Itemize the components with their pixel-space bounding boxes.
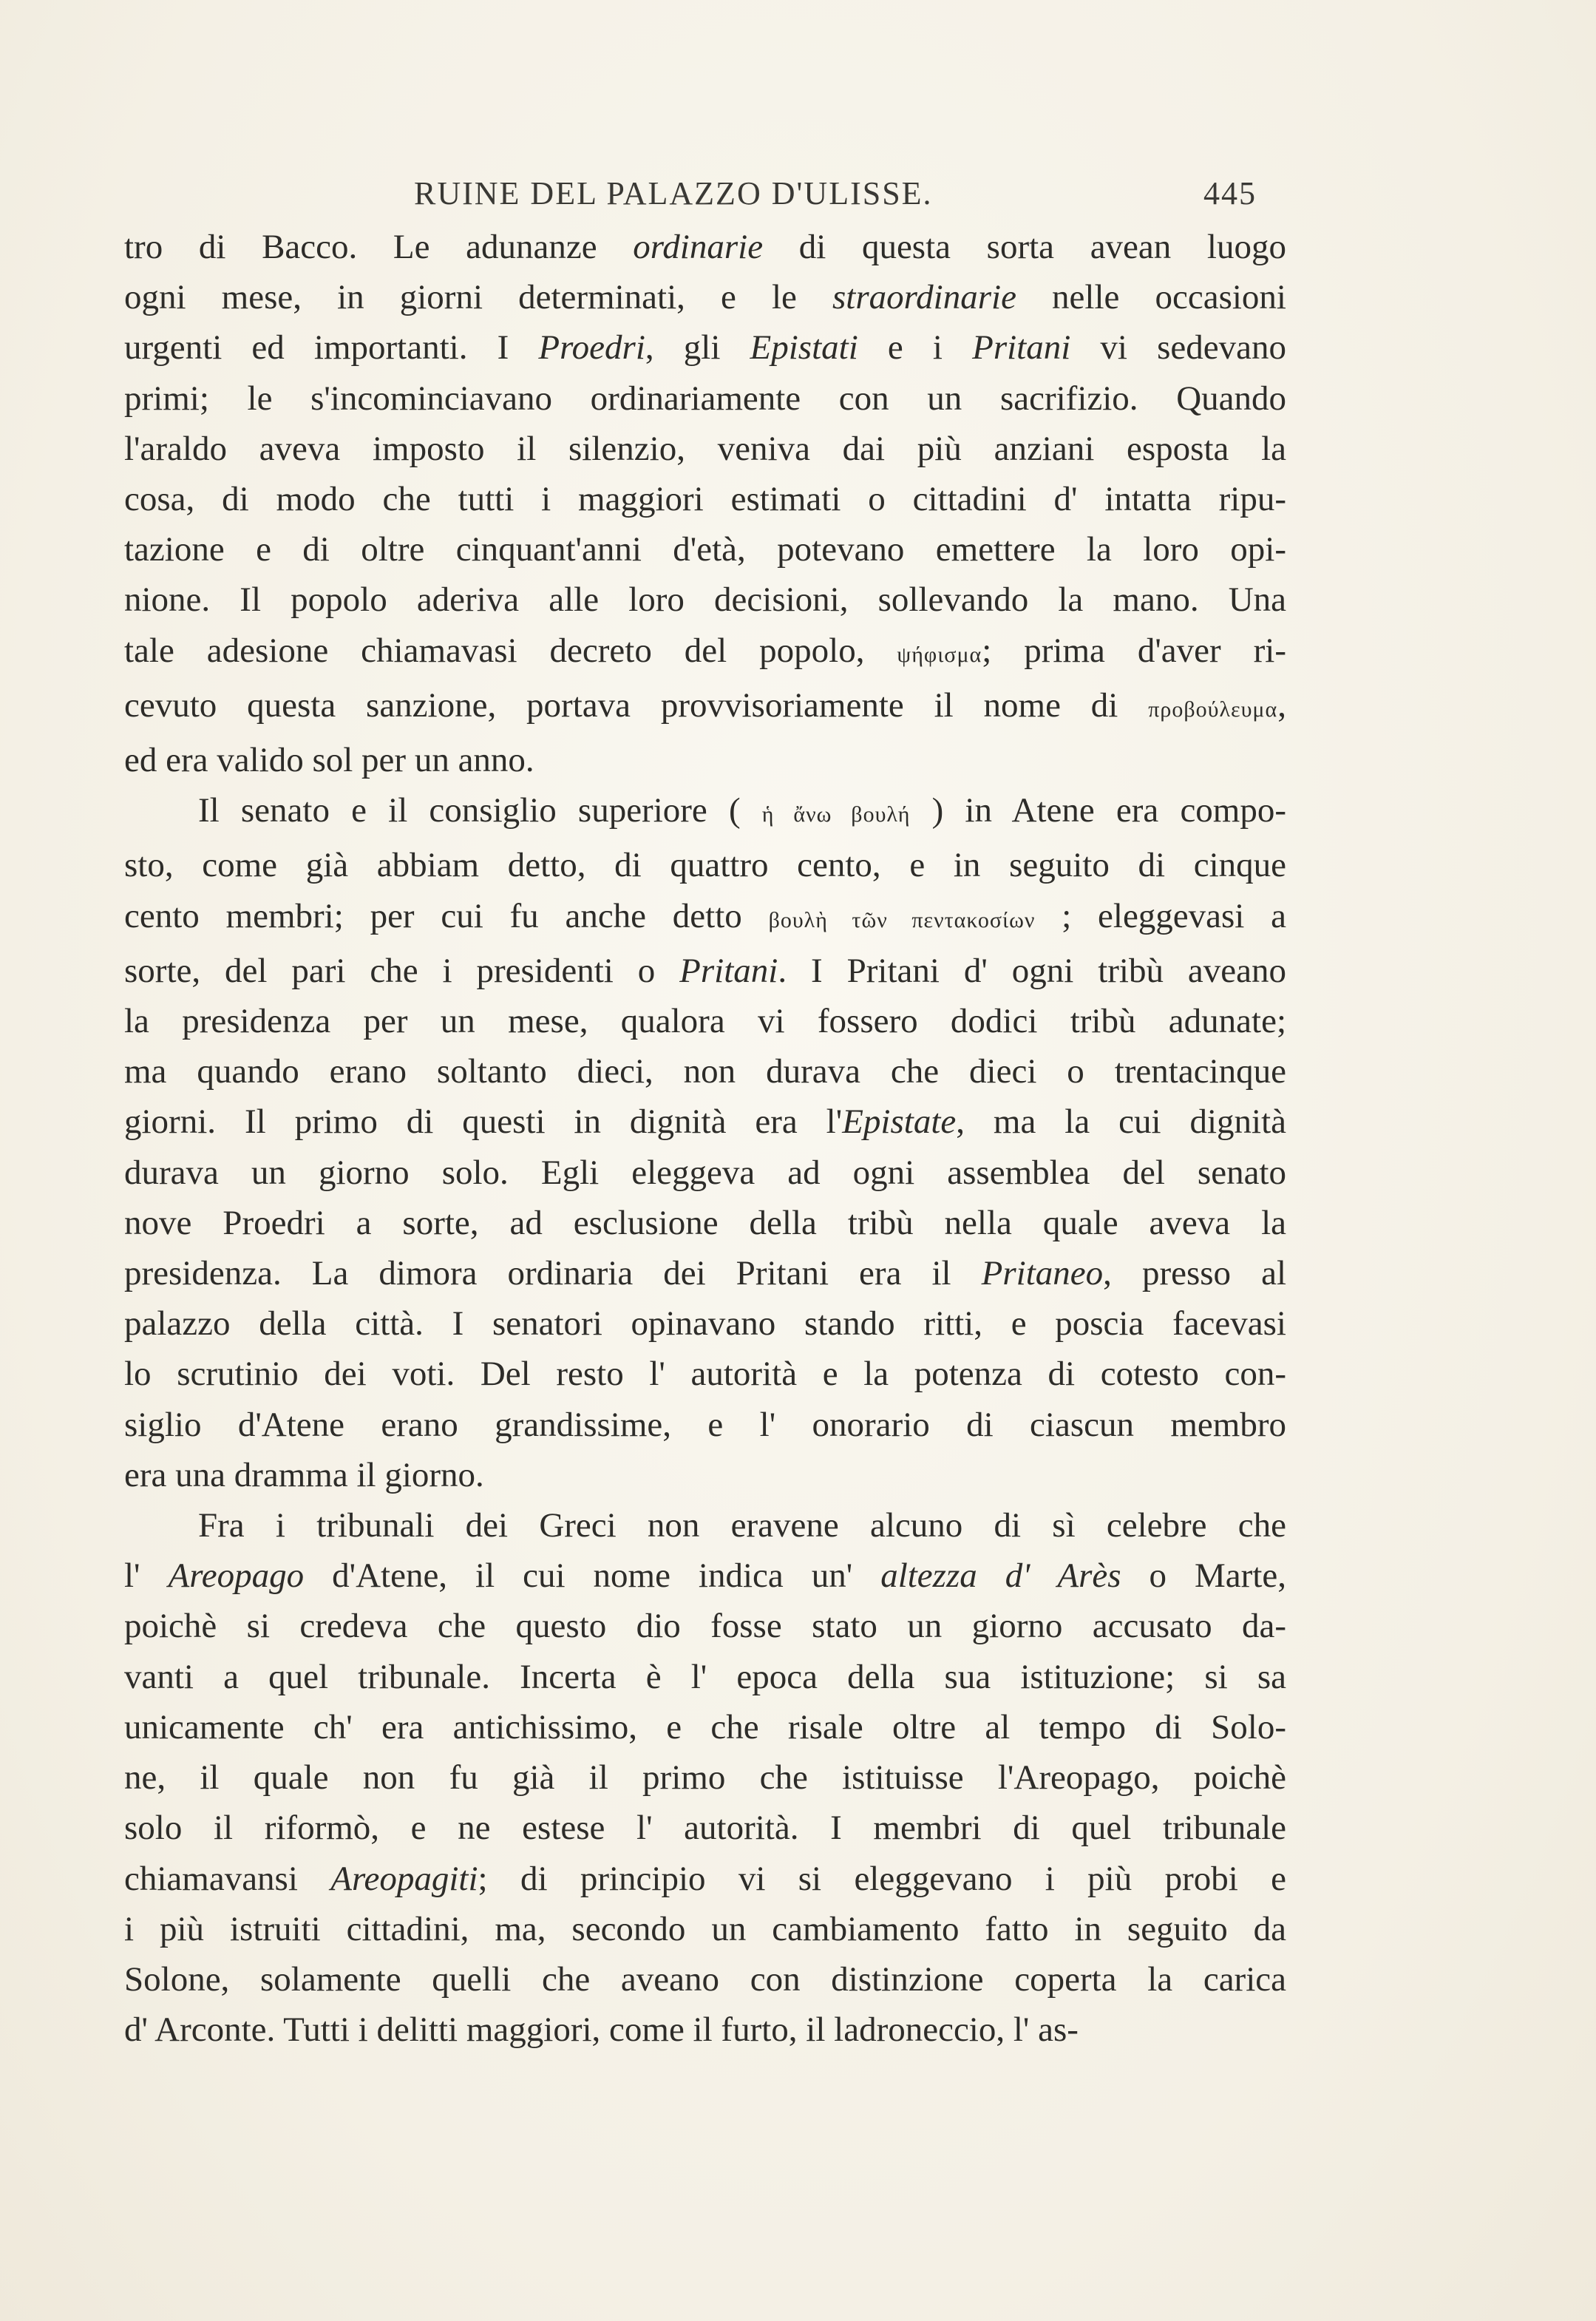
paragraph [124, 222, 1286, 785]
text-run: era una dramma il giorno. [124, 1455, 484, 1494]
text-line [124, 1904, 1286, 1954]
text-run: solo il riformò, e ne estese l' autorità. I membri di quel tribunale [124, 1809, 1286, 1848]
italic-term: Epistate [842, 1102, 957, 1142]
text-run: cento membri; per cui fu anche detto [124, 896, 769, 935]
text-line [124, 575, 1286, 625]
greek-term: βουλὴ τῶν πεντακοσίων [768, 907, 1036, 932]
text-run: e i [858, 328, 973, 367]
text-line [124, 626, 1286, 680]
paragraph [124, 785, 1286, 1500]
text-line [124, 1450, 1286, 1500]
text-line [124, 373, 1286, 424]
text-run: Fra i tribunali dei Greci non eravene alcuno di sì celebre che [198, 1506, 1286, 1545]
italic-term: Epistati [750, 328, 858, 367]
text-run: d'Atene, il cui nome indica un' [304, 1556, 881, 1596]
text-line [124, 1954, 1286, 2005]
text-run: giorni. Il primo di questi in dignità era l' [124, 1102, 843, 1142]
text-run: vanti a quel tribunale. Incerta è l' epoca della sua istituzione; si sa [124, 1657, 1286, 1696]
text-run: ogni mese, in giorni determinati, e le [124, 278, 832, 317]
text-line [124, 1248, 1286, 1298]
text-run: ed era valido sol per un anno. [124, 741, 534, 780]
text-line [124, 1752, 1286, 1803]
text-line [124, 1803, 1286, 1853]
text-run: ne, il quale non fu già il primo che istituisse l'Areopago, poichè [124, 1758, 1286, 1797]
text-line [124, 1551, 1286, 1601]
text-run: o Marte, [1121, 1556, 1286, 1596]
text-run: palazzo della città. I senatori opinavano stando ritti, e poscia facevasi [124, 1304, 1286, 1344]
text-run: ; di principio vi si eleggevano i più probi e [478, 1859, 1286, 1898]
text-line [124, 474, 1286, 524]
text-run: ; prima d'aver ri- [982, 631, 1286, 670]
text-line [124, 996, 1286, 1046]
text-line [124, 891, 1286, 946]
text-run: i più istruiti cittadini, ma, secondo un cambiamento fatto in seguito da [124, 1909, 1286, 1948]
greek-term: ἡ ἄνω βουλή [761, 802, 911, 827]
text-line [124, 1198, 1286, 1248]
text-run: poichè si credeva che questo dio fosse stato un giorno accusato da- [124, 1607, 1286, 1646]
text-run: siglio d'Atene erano grandissime, e l' onorario di ciascun membro [124, 1405, 1286, 1444]
text-line [124, 1854, 1286, 1904]
text-line [124, 946, 1286, 996]
text-line [124, 1400, 1286, 1450]
text-line [124, 785, 1286, 840]
text-line [124, 424, 1286, 474]
text-run: unicamente ch' era antichissimo, e che risale oltre al tempo di Solo- [124, 1707, 1286, 1746]
page-number: 445 [1203, 175, 1257, 211]
text-line [124, 272, 1286, 322]
text-line [124, 1349, 1286, 1399]
text-run: primi; le s'incominciavano ordinariamente con un sacrifizio. Quando [124, 379, 1286, 418]
text-run: , presso al [1103, 1254, 1286, 1293]
text-run: sto, come già abbiam detto, di quattro cento, e in seguito di cinque [124, 846, 1286, 885]
text-run: . I Pritani d' ogni tribù aveano [778, 951, 1286, 990]
italic-term: Pritani [972, 328, 1071, 367]
text-run: l'araldo aveva imposto il silenzio, veniva dai più anziani esposta la [124, 429, 1286, 468]
italic-term: Pritaneo [981, 1254, 1104, 1293]
greek-term: ψήφισμα [897, 642, 982, 667]
text-run: Il senato e il consiglio superiore ( [198, 791, 762, 830]
text-run: ) in Atene era compo- [910, 791, 1287, 830]
text-line [124, 1046, 1286, 1097]
text-run: , [1277, 685, 1286, 725]
text-line [124, 1097, 1286, 1147]
running-header [414, 175, 1257, 219]
text-line [124, 1652, 1286, 1702]
text-run: lo scrutinio dei voti. Del resto l' autorità e la potenza di cotesto con- [124, 1355, 1286, 1394]
running-title: RUINE DEL PALAZZO D'ULISSE. [414, 175, 933, 211]
italic-term: Proedri [538, 328, 645, 367]
text-run: Solone, solamente quelli che aveano con distinzione coperta la carica [124, 1959, 1286, 1999]
italic-term: ordinarie [633, 228, 764, 266]
text-run: tro di Bacco. Le adunanze [124, 228, 634, 266]
text-line [124, 1500, 1286, 1551]
text-run: nove Proedri a sorte, ad esclusione della tribù nella quale aveva la [124, 1203, 1286, 1242]
text-run: di questa sorta avean luogo [763, 228, 1286, 266]
paragraph [124, 1500, 1286, 2055]
text-line [124, 1148, 1286, 1198]
text-line [124, 840, 1286, 890]
text-run: durava un giorno solo. Egli eleggeva ad ogni assemblea del senato [124, 1153, 1286, 1192]
text-line [124, 322, 1286, 373]
italic-term: Areopago [168, 1556, 305, 1596]
text-line [124, 2005, 1286, 2055]
text-run: ma quando erano soltanto dieci, non durava che dieci o trentacinque [124, 1052, 1286, 1091]
text-run: ; eleggevasi a [1035, 896, 1286, 935]
italic-term: Pritani [679, 951, 778, 990]
text-run: , gli [645, 328, 750, 367]
text-run: tazione e di oltre cinquant'anni d'età, potevano emettere la loro opi- [124, 530, 1286, 569]
text-run: chiamavansi [124, 1859, 331, 1898]
text-line [124, 1601, 1286, 1651]
italic-term: altezza d' Arès [880, 1556, 1121, 1596]
text-line [124, 1298, 1286, 1349]
text-run: cosa, di modo che tutti i maggiori estimati o cittadini d' intatta ripu- [124, 480, 1286, 519]
text-run: urgenti ed importanti. I [124, 328, 539, 367]
text-line [124, 222, 1286, 272]
text-line [124, 1702, 1286, 1752]
italic-term: straordinarie [832, 278, 1016, 317]
italic-term: Areopagiti [330, 1859, 478, 1898]
text-line [124, 524, 1286, 575]
text-line [124, 735, 1286, 785]
text-run: la presidenza per un mese, qualora vi fossero dodici tribù adunate; [124, 1002, 1286, 1041]
text-run: nione. Il popolo aderiva alle loro decisioni, sollevando la mano. Una [124, 580, 1286, 620]
text-run: vi sedevano [1070, 328, 1287, 367]
text-run: tale adesione chiamavasi decreto del popolo, [124, 631, 897, 670]
page-body-text [124, 222, 1286, 2055]
text-run: presidenza. La dimora ordinaria dei Pritani era il [124, 1254, 982, 1293]
text-run: cevuto questa sanzione, portava provvisoriamente il nome di [124, 685, 1149, 725]
text-run: nelle occasioni [1016, 278, 1286, 317]
text-run: d' Arconte. Tutti i delitti maggiori, come il furto, il ladroneccio, l' as- [124, 2010, 1079, 2050]
greek-term: προβούλευμα [1148, 697, 1278, 722]
text-run: , ma la cui dignità [956, 1102, 1286, 1142]
text-run: l' [124, 1556, 169, 1596]
text-line [124, 680, 1286, 735]
text-run: sorte, del pari che i presidenti o [124, 951, 680, 990]
